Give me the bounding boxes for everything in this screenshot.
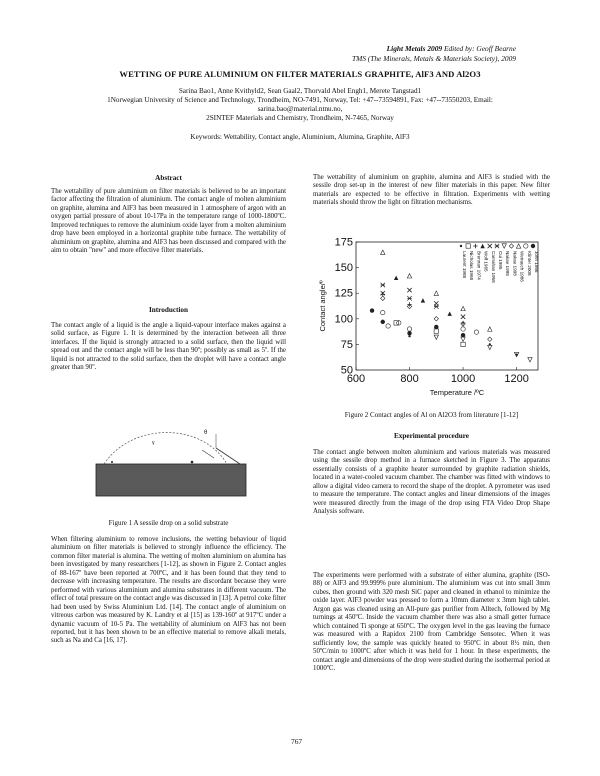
right-intro-paragraph: The wettability of aluminium on graphite, alumina and AlF3 is studied with the sessile drop set-up in the interest of new filter materials in this paper. New filter materials are expected to be effective in filtration. Experiments with wetting materials should throw the light on filtration mechanisms. bbox=[313, 174, 550, 207]
page-number: 767 bbox=[291, 737, 303, 746]
paper-title: WETTING OF PURE ALUMINIUM ON FILTER MATERIALS GRAPHITE, AlF3 AND Al2O3 bbox=[119, 69, 481, 79]
figure-2-chart bbox=[316, 236, 548, 406]
journal-name: Light Metals 2009 bbox=[386, 44, 443, 53]
authors: Sarina Bao1, Anne Kvithyld2, Sean Gaal2, Thorvald Abel Engh1, Merete Tangstad1 bbox=[178, 87, 422, 95]
experimental-heading: Experimental procedure bbox=[394, 432, 469, 440]
x-tick-label: 1200 bbox=[504, 373, 529, 385]
data-point bbox=[408, 335, 410, 337]
data-point bbox=[381, 310, 385, 314]
experimental-paragraph-1: The contact angle between molten aluminium and various materials was measured using the sessile drop method in a furnace sketched in Figure 3. The apparatus essentially consists of a graphite heater surrounded by graphite radiation shields, located in a water-cooled vacuum chamber. The chamber was fitted with windows to allow a digital video camera to record the shape of the droplet. A pyrometer was used to measure the temperature. The contact angles and linear dimensions of the images were measured directly from the image of the drop using FTA Video Drop Shape Analysis software. bbox=[313, 449, 550, 516]
data-point bbox=[421, 298, 425, 302]
keywords: Keywords: Wettability, Contact angle, Aluminium, Alumina, Graphite, AlF3 bbox=[190, 133, 410, 141]
data-point bbox=[488, 337, 492, 341]
introduction-paragraph: The contact angle of a liquid is the angle a liquid-vapour interface makes against a solid surface, as Figure 1. It is determined by the interaction between all three interfaces. If the liquid is strongly attracted to a solid surface, then the liquid will spread out and the contact angle will be less than 90º; possibly as small as 5º. If the liquid is not attracted to the solid surface, then the droplet will have a contact angle greater than 90º. bbox=[51, 322, 286, 372]
data-point bbox=[447, 311, 451, 315]
data-point bbox=[473, 244, 477, 248]
y-tick-label: 100 bbox=[334, 313, 353, 326]
data-point bbox=[381, 292, 385, 296]
data-point bbox=[509, 244, 513, 248]
data-point bbox=[461, 342, 465, 346]
data-point bbox=[370, 308, 374, 312]
data-point bbox=[407, 296, 411, 300]
data-point bbox=[515, 353, 517, 355]
data-point bbox=[407, 288, 411, 292]
left-body-paragraph: When filtering aluminium to remove inclusions, the wetting behaviour of liquid aluminium on filter materials is believed to strongly influence the efficiency. The common filter material is alumina. The wetting of molten aluminium on alumina has been investigated by many researchers [1-12], as shown in Figure 2. Contact angles of 88-167º have been reported at 700ºC, and it has been found that they tend to decrease with increasing temperature. The results are discordant because they were performed with various aluminium and alumina substrates in different vacuum. The effect of total pressure on the contact angle was discussed in [13]. A petrol coke filter had been used by Swiss Aluminium Ltd. [14]. The contact angle of aluminium on vitreous carbon was measured by K. Landry et al [15] as 139-160º at 917ºC under a dynamic vacuum of 10-5 Pa. The wettability of aluminium on AlF3 has not been reported, but it has been shown to be an effective material to remove alkali metals, such as Na and Ca [16, 17]. bbox=[51, 536, 286, 645]
legend-entry: Weirauch 1986 bbox=[519, 251, 525, 282]
y-tick-label: 50 bbox=[340, 364, 353, 377]
data-point bbox=[381, 283, 385, 287]
journal-editor: Edited by: Geoff Bearne bbox=[442, 44, 516, 53]
data-point bbox=[495, 244, 499, 248]
tangent-line bbox=[216, 448, 240, 464]
abstract-text bbox=[51, 188, 286, 256]
data-point bbox=[488, 244, 492, 248]
data-point bbox=[381, 320, 385, 324]
y-axis-label: Contact angle/º bbox=[318, 280, 327, 332]
data-point bbox=[460, 245, 462, 247]
data-point bbox=[386, 324, 390, 328]
legend-entry: Nakae 1998 bbox=[505, 251, 511, 276]
email: sarina.bao@material.ntnu.no, bbox=[257, 105, 343, 113]
tangent-line-2 bbox=[202, 450, 214, 458]
affiliation-1: 1Norwegian University of Science and Technology, Trondheim, NO-7491, Norway, Tel: +47--73594891, Fax: +47--73550203, Email: bbox=[107, 96, 493, 104]
data-point bbox=[516, 244, 520, 248]
legend-entry: Cui 1995 bbox=[498, 251, 503, 270]
affiliation-2: 2SINTEF Materials and Chemistry, Trondheim, N-7465, Norway bbox=[206, 114, 394, 122]
data-point bbox=[528, 358, 532, 362]
experimental-paragraph-2: The experiments were performed with a substrate of either alumina, graphite (ISO-88) or AlF3 and 99.999% pure aluminium. The aluminium was cut into small 3mm cubes, then ground with 320 mesh SiC paper and cleaned in ethanol to minimize the oxide layer. AlF3 powder was pressed to form a 10mm diameter x 3mm high tablet. Argon gas was cleaned using an All-pure gas purifier from Alltech, followed by Mg turnings at 450ºC. Inside the vacuum chamber there was also a small getter furnace which contained Ti sponge at 650ºC. The oxygen level in the gas leaving the furnace was measured with a Rapidox 2100 from Cambridge Sensotec. When it was sufficiently low, the sample was quickly heated to 950ºC in about 8½ min, then 50ºC/min to 1000ºC after which it was held for 1 hour. In these experiments, the contact angle and dimensions of the drop were studied during the isothermal period at 1000ºC. bbox=[313, 572, 550, 672]
data-point bbox=[434, 325, 438, 329]
figure-1-sessile-drop bbox=[92, 418, 252, 498]
data-point bbox=[524, 244, 528, 248]
abstract-heading: Abstract bbox=[155, 174, 182, 182]
legend-entry: Wolf 1965 bbox=[483, 251, 489, 272]
x-tick-label: 1000 bbox=[450, 373, 476, 385]
journal-header-line1 bbox=[387, 44, 516, 53]
data-point bbox=[474, 330, 478, 334]
data-point bbox=[461, 337, 465, 341]
data-point bbox=[466, 244, 470, 248]
y-tick-label: 175 bbox=[334, 236, 353, 249]
data-point bbox=[434, 291, 438, 295]
data-point bbox=[434, 329, 438, 333]
substrate bbox=[96, 464, 246, 496]
x-tick-label: 600 bbox=[346, 373, 366, 385]
legend-entry: Klinter 2008 bbox=[526, 251, 532, 276]
legend-entry: Laurent 1988 bbox=[462, 251, 467, 279]
data-point bbox=[480, 244, 484, 248]
data-point bbox=[461, 333, 465, 337]
x-tick-label: 800 bbox=[400, 373, 419, 385]
data-point bbox=[488, 327, 492, 331]
vapour-label: γ bbox=[152, 440, 155, 446]
right-intro-text bbox=[313, 174, 550, 208]
data-point bbox=[461, 315, 465, 319]
experimental-text-2 bbox=[313, 572, 550, 673]
figure-2-caption: Figure 2 Contact angles of Al on Al2O3 from literature [1-12] bbox=[344, 411, 519, 419]
data-point bbox=[488, 345, 492, 349]
journal-header-line2: TMS (The Minerals, Metals & Materials Society), 2009 bbox=[351, 54, 516, 63]
data-point bbox=[489, 343, 491, 345]
data-point bbox=[461, 327, 465, 331]
x-axis-label: Temperature /ºC bbox=[429, 388, 485, 397]
data-point bbox=[461, 306, 465, 310]
drop-outline bbox=[104, 433, 227, 465]
data-point bbox=[434, 317, 438, 321]
y-tick-label: 150 bbox=[334, 262, 353, 275]
legend-entry: John 1986 bbox=[534, 251, 539, 273]
y-tick-label: 125 bbox=[334, 287, 353, 300]
data-point bbox=[502, 244, 506, 248]
y-tick-label: 75 bbox=[340, 338, 353, 351]
abstract-paragraph: The wettability of pure aluminium on filter materials is believed to be an important factor affecting the filtration of aluminium. The contact angle of molten aluminium on graphite, alumina and AlF3 has been measured in 1 atmosphere of argon with an oxygen partial pressure of about 10-17Pa in the temperature range of 1000-1800ºC. Improved techniques to remove the aluminium oxide layer from a molten aluminium drop have been employed in a horizontal graphite tube furnace. The wettability of aluminium on graphite, alumina and AlF3 has been discussed and compared with the aim to obtain "new" and more effective filter materials. bbox=[51, 188, 286, 255]
experimental-text-1 bbox=[313, 449, 550, 517]
data-point bbox=[531, 244, 535, 248]
data-point bbox=[407, 331, 411, 335]
legend-entry: Nicholas 1968 bbox=[469, 251, 475, 281]
angle-label: θ bbox=[204, 430, 208, 436]
data-point bbox=[407, 327, 411, 331]
data-point bbox=[434, 335, 438, 339]
data-point bbox=[434, 301, 438, 305]
data-point bbox=[381, 250, 385, 254]
legend-entry: Brennan 1974 bbox=[476, 251, 482, 280]
figure-1-caption: Figure 1 A sessile drop on a solid substrate bbox=[108, 519, 229, 527]
left-body-text bbox=[51, 536, 286, 646]
legend-entry: Nakae 1998 bbox=[512, 251, 518, 276]
data-point bbox=[397, 321, 401, 325]
introduction-text bbox=[51, 322, 286, 373]
data-point bbox=[394, 276, 398, 280]
legend-entry: Carnahan 1958 bbox=[490, 251, 496, 283]
introduction-heading: Introduction bbox=[148, 306, 188, 314]
data-point bbox=[407, 274, 411, 278]
data-point bbox=[381, 296, 385, 300]
